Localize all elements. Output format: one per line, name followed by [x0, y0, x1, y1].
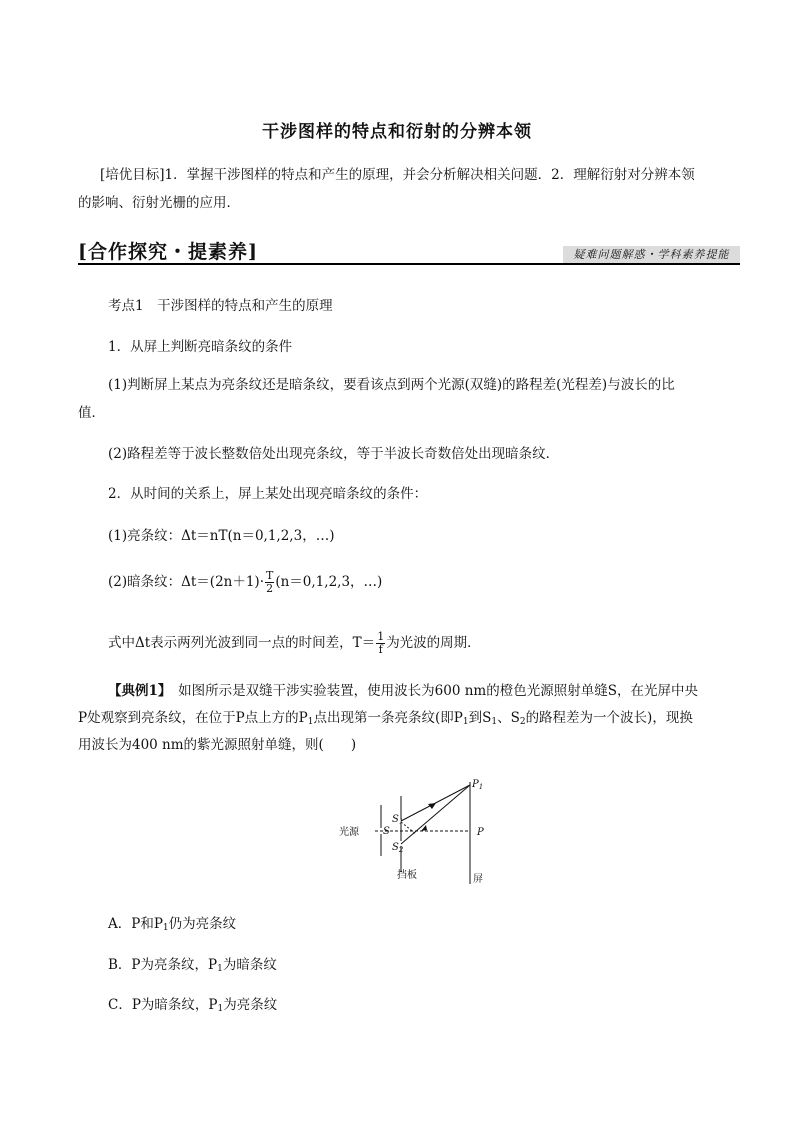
label-s2: $S_2$ [392, 842, 404, 854]
double-slit-diagram [330, 776, 500, 888]
section-heading: [合作探究・提素养] [78, 241, 258, 263]
label-baffle: 挡板 [397, 870, 417, 881]
ray-s1-p1 [401, 785, 470, 821]
example-line-1: 【典例1】 如图所示是双缝干涉实验装置，使用波长为600 nm的橙色光源照射单缝S，在光屏中央 [108, 683, 698, 699]
point-2: 2．从时间的关系上，屏上某处出现亮暗条纹的条件： [108, 486, 428, 502]
point-1: 1．从屏上判断亮暗条纹的条件 [108, 339, 293, 355]
goal-line-2: 的影响、衍射光栅的应用． [78, 195, 240, 211]
label-p: P [477, 827, 484, 838]
option-a[interactable]: A．P和$P_1$仍为亮条纹 [108, 916, 237, 933]
fraction-t-over-2: $\frac{T}{2}$ [266, 569, 274, 595]
example-line-3: 用波长为400 nm的紫光源照射单缝，则( ) [78, 737, 357, 753]
section-rule [78, 263, 740, 265]
kaodian-heading: 考点1 干涉图样的特点和产生的原理 [108, 298, 333, 314]
label-light-source: 光源 [339, 827, 359, 838]
label-p1: $P_1$ [472, 779, 484, 791]
option-c[interactable]: C．P为暗条纹，$P_1$为亮条纹 [108, 997, 278, 1014]
label-s: S [383, 826, 390, 837]
example-line-2: P处观察到亮条纹，在位于P点上方的$P_1$点出现第一条亮条纹(即$P_1$到$S_1$、$S_2$的路程差为一个波长)，现换 [78, 710, 693, 727]
ray-s2-p1 [401, 785, 470, 844]
goal-line-1: [培优目标]1．掌握干涉图样的特点和产生的原理，并会分析解决相关问题．2．理解衍射对分辨本领 [100, 167, 695, 183]
option-b[interactable]: B．P为亮条纹，$P_1$为暗条纹 [108, 957, 277, 974]
dark-condition: (2)暗条纹：Δt＝(2n＋1)· $\frac{T}{2}$ (n＝0,1,2,3，…) [108, 569, 383, 595]
formula-note: 式中Δt表示两列光波到同一点的时间差，T＝ $\frac{1}{f}$ 为光波的周期． [108, 630, 481, 656]
label-s1: $S_1$ [392, 814, 404, 826]
section-tag: 疑难问题解惑・学科素养提能 [563, 246, 740, 263]
bright-condition: (1)亮条纹：Δt＝nT(n＝0,1,2,3，…) [108, 528, 335, 544]
label-screen: 屏 [473, 874, 483, 885]
page-title: 干涉图样的特点和衍射的分辨本领 [262, 122, 532, 142]
point-1-1-line-2: 值． [78, 405, 105, 421]
point-1-1-line-1: (1)判断屏上某点为亮条纹还是暗条纹，要看该点到两个光源(双缝)的路程差(光程差)与波长的比 [108, 377, 675, 393]
fraction-1-over-f: $\frac{1}{f}$ [377, 630, 385, 656]
point-1-2: (2)路程差等于波长整数倍处出现亮条纹，等于半波长奇数倍处出现暗条纹． [108, 446, 560, 462]
